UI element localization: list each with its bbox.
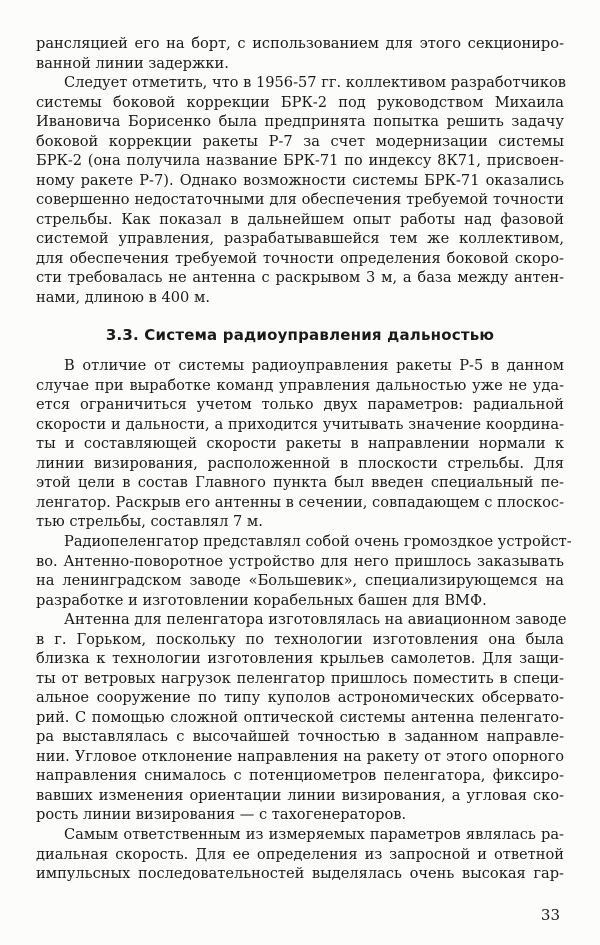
text-line: для обеспечения требуемой точности определения боковой скоро- xyxy=(36,249,564,267)
paragraph-direction-finder xyxy=(36,532,572,610)
text-line: альное сооружение по типу куполов астрономических обсервато- xyxy=(36,689,564,707)
text-line: рансляцией его на борт, с использованием для этого секциониро- xyxy=(36,35,564,52)
section-heading: 3.3. Система радиоуправления дальностью xyxy=(105,326,495,344)
text-line: Следует отметить, что в 1956-57 гг. коллективом разработчиков xyxy=(64,74,566,91)
text-line: ному ракете Р-7). Однако возможности системы БРК-71 оказались xyxy=(36,171,564,189)
page-number: 33 xyxy=(540,906,560,924)
text-line: тью стрельбы, составлял 7 м. xyxy=(36,513,263,531)
text-line: ты и составляющей скорости ракеты в направлении нормали к xyxy=(36,435,564,453)
text-line: совершенно недостаточными для обеспечения требуемой точности xyxy=(36,191,564,209)
text-line: рий. С помощью сложной оптической системы антенна пеленгато- xyxy=(36,708,564,726)
text-line: ты от ветровых нагрузок пеленгатор пришлось поместить в специ- xyxy=(36,669,564,687)
paragraph-continuation xyxy=(36,34,564,73)
text-line: системой управления, разрабатывавшейся тем же коллективом, xyxy=(36,230,564,248)
text-line: ется ограничиться учетом только двух параметров: радиальной xyxy=(36,396,564,414)
text-line: на ленинградском заводе «Большевик», специализирующемся на xyxy=(36,572,564,590)
text-line: импульсных последовательностей выделялась очень высокая гар- xyxy=(36,865,564,883)
text-line: разработке и изготовлении корабельных башен для ВМФ. xyxy=(36,591,487,609)
text-line: БРК-2 (она получила название БРК-71 по индексу 8К71, присвоен- xyxy=(36,152,564,170)
paragraph-range-control xyxy=(36,356,564,532)
text-line: скорости и дальности, а приходится учитывать значение координа- xyxy=(36,415,564,433)
text-line: диальная скорость. Для ее определения из запросной и ответной xyxy=(36,845,564,863)
text-line: боковой коррекции ракеты Р-7 за счет модернизации системы xyxy=(36,132,564,150)
text-line: Антенна для пеленгатора изготовлялась на авиационном заводе xyxy=(64,611,567,628)
text-line: в г. Горьком, поскольку по технологии изготовления она была xyxy=(36,630,564,648)
text-line: ра выставлялась с высочайшей точностью в заданном направле- xyxy=(36,728,564,746)
paragraph-radial-velocity xyxy=(36,825,564,884)
paragraph-brk71 xyxy=(36,73,564,308)
text-line: нами, длиною в 400 м. xyxy=(36,289,210,307)
text-line: этой цели в состав Главного пункта был введен специальный пе- xyxy=(36,474,564,492)
text-line: В отличие от системы радиоуправления ракеты Р-5 в данном xyxy=(64,357,564,374)
text-line: сти требовалась не антенна с раскрывом 3 м, а база между антен- xyxy=(36,269,564,287)
text-line: направления снималось с потенциометров пеленгатора, фиксиро- xyxy=(36,767,564,785)
text-line: нии. Угловое отклонение направления на ракету от этого опорного xyxy=(36,747,564,765)
text-line: Ивановича Борисенко была предпринята попытка решить задачу xyxy=(36,113,564,131)
text-line: ванной линии задержки. xyxy=(36,54,229,72)
text-line: рость линии визирования — с тахогенераторов. xyxy=(36,806,407,824)
text-line: Радиопеленгатор представлял собой очень громоздкое устройст- xyxy=(64,533,572,550)
text-line: во. Антенно-поворотное устройство для него пришлось заказывать xyxy=(36,552,564,570)
text-line: вавших изменения ориентации линии визирования, а угловая ско- xyxy=(36,786,564,804)
text-line: близка к технологии изготовления крыльев самолетов. Для защи- xyxy=(36,650,564,668)
text-line: системы боковой коррекции БРК-2 под руководством Михаила xyxy=(36,93,564,111)
text-line: ленгатор. Раскрыв его антенны в сечении, совпадающем с плоскос- xyxy=(36,493,565,511)
text-line: случае при выработке команд управления дальностью уже не уда- xyxy=(36,376,564,394)
text-line: линии визирования, расположенной в плоскости стрельбы. Для xyxy=(36,454,564,472)
paragraph-antenna xyxy=(36,610,567,825)
text-line: стрельбы. Как показал в дальнейшем опыт работы над фазовой xyxy=(36,210,564,228)
text-line: Самым ответственным из измеряемых параметров являлась ра- xyxy=(64,826,564,843)
